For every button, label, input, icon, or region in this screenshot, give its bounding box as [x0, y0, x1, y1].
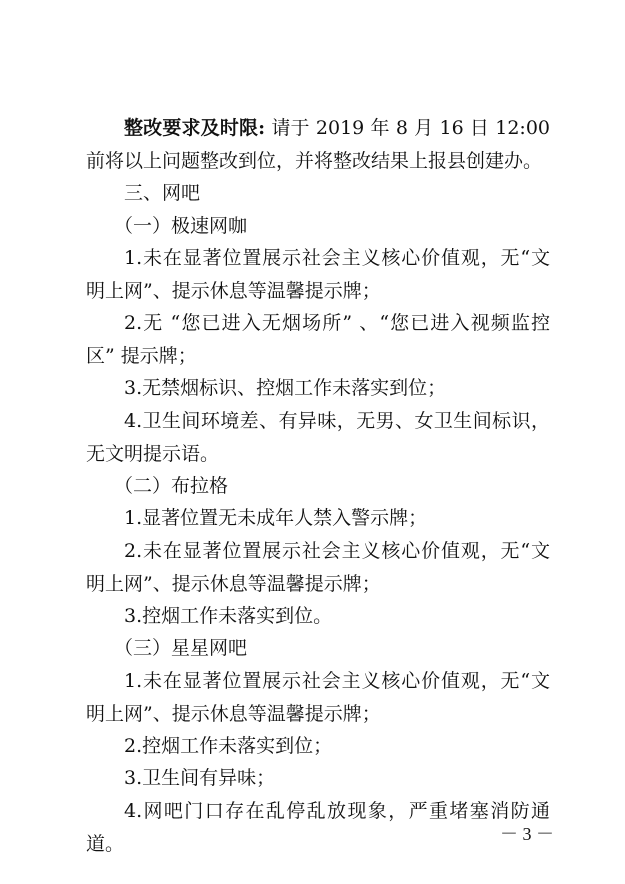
subsection-heading-3: （三）星星网吧 — [114, 637, 248, 659]
sub1-item-1: 1.未在显著位置展示社会主义核心价值观，无“文明上网”、提示休息等温馨提示牌； — [86, 247, 550, 302]
sub3-item-3: 3.卫生间有异味； — [124, 767, 276, 789]
subsection-heading-1: （一）极速网咖 — [114, 215, 248, 237]
sub1-item-3: 3.无禁烟标识、控烟工作未落实到位； — [124, 377, 447, 399]
deadline-label: 整改要求及时限: — [124, 117, 266, 139]
page-number: － 3 － — [500, 824, 554, 844]
sub3-item-2: 2.控烟工作未落实到位； — [124, 735, 333, 757]
sub1-item-2: 2.无 “您已进入无烟场所” 、“您已进入视频监控区” 提示牌； — [86, 312, 550, 367]
sub1-item-4: 4.卫生间环境差、有异味，无男、女卫生间标识，无文明提示语。 — [86, 410, 550, 465]
sub3-item-4: 4.网吧门口存在乱停乱放现象，严重堵塞消防通道。 — [86, 800, 550, 855]
sub2-item-3: 3.控烟工作未落实到位。 — [124, 605, 333, 627]
deadline-paragraph — [86, 112, 550, 177]
sub2-item-1: 1.显著位置无未成年人禁入警示牌； — [124, 507, 428, 529]
deadline-text: 请于 2019 年 8 月 16 日 12:00 前将以上问题整改到位，并将整改结果上报县创建办。 — [86, 117, 550, 172]
subsection-heading-2: （二）布拉格 — [114, 475, 229, 497]
sub2-item-2: 2.未在显著位置展示社会主义核心价值观，无“文明上网”、提示休息等温馨提示牌； — [86, 540, 550, 595]
sub3-item-1: 1.未在显著位置展示社会主义核心价值观，无“文明上网”、提示休息等温馨提示牌； — [86, 670, 550, 725]
section-heading-internet-cafes: 三、网吧 — [124, 182, 201, 204]
